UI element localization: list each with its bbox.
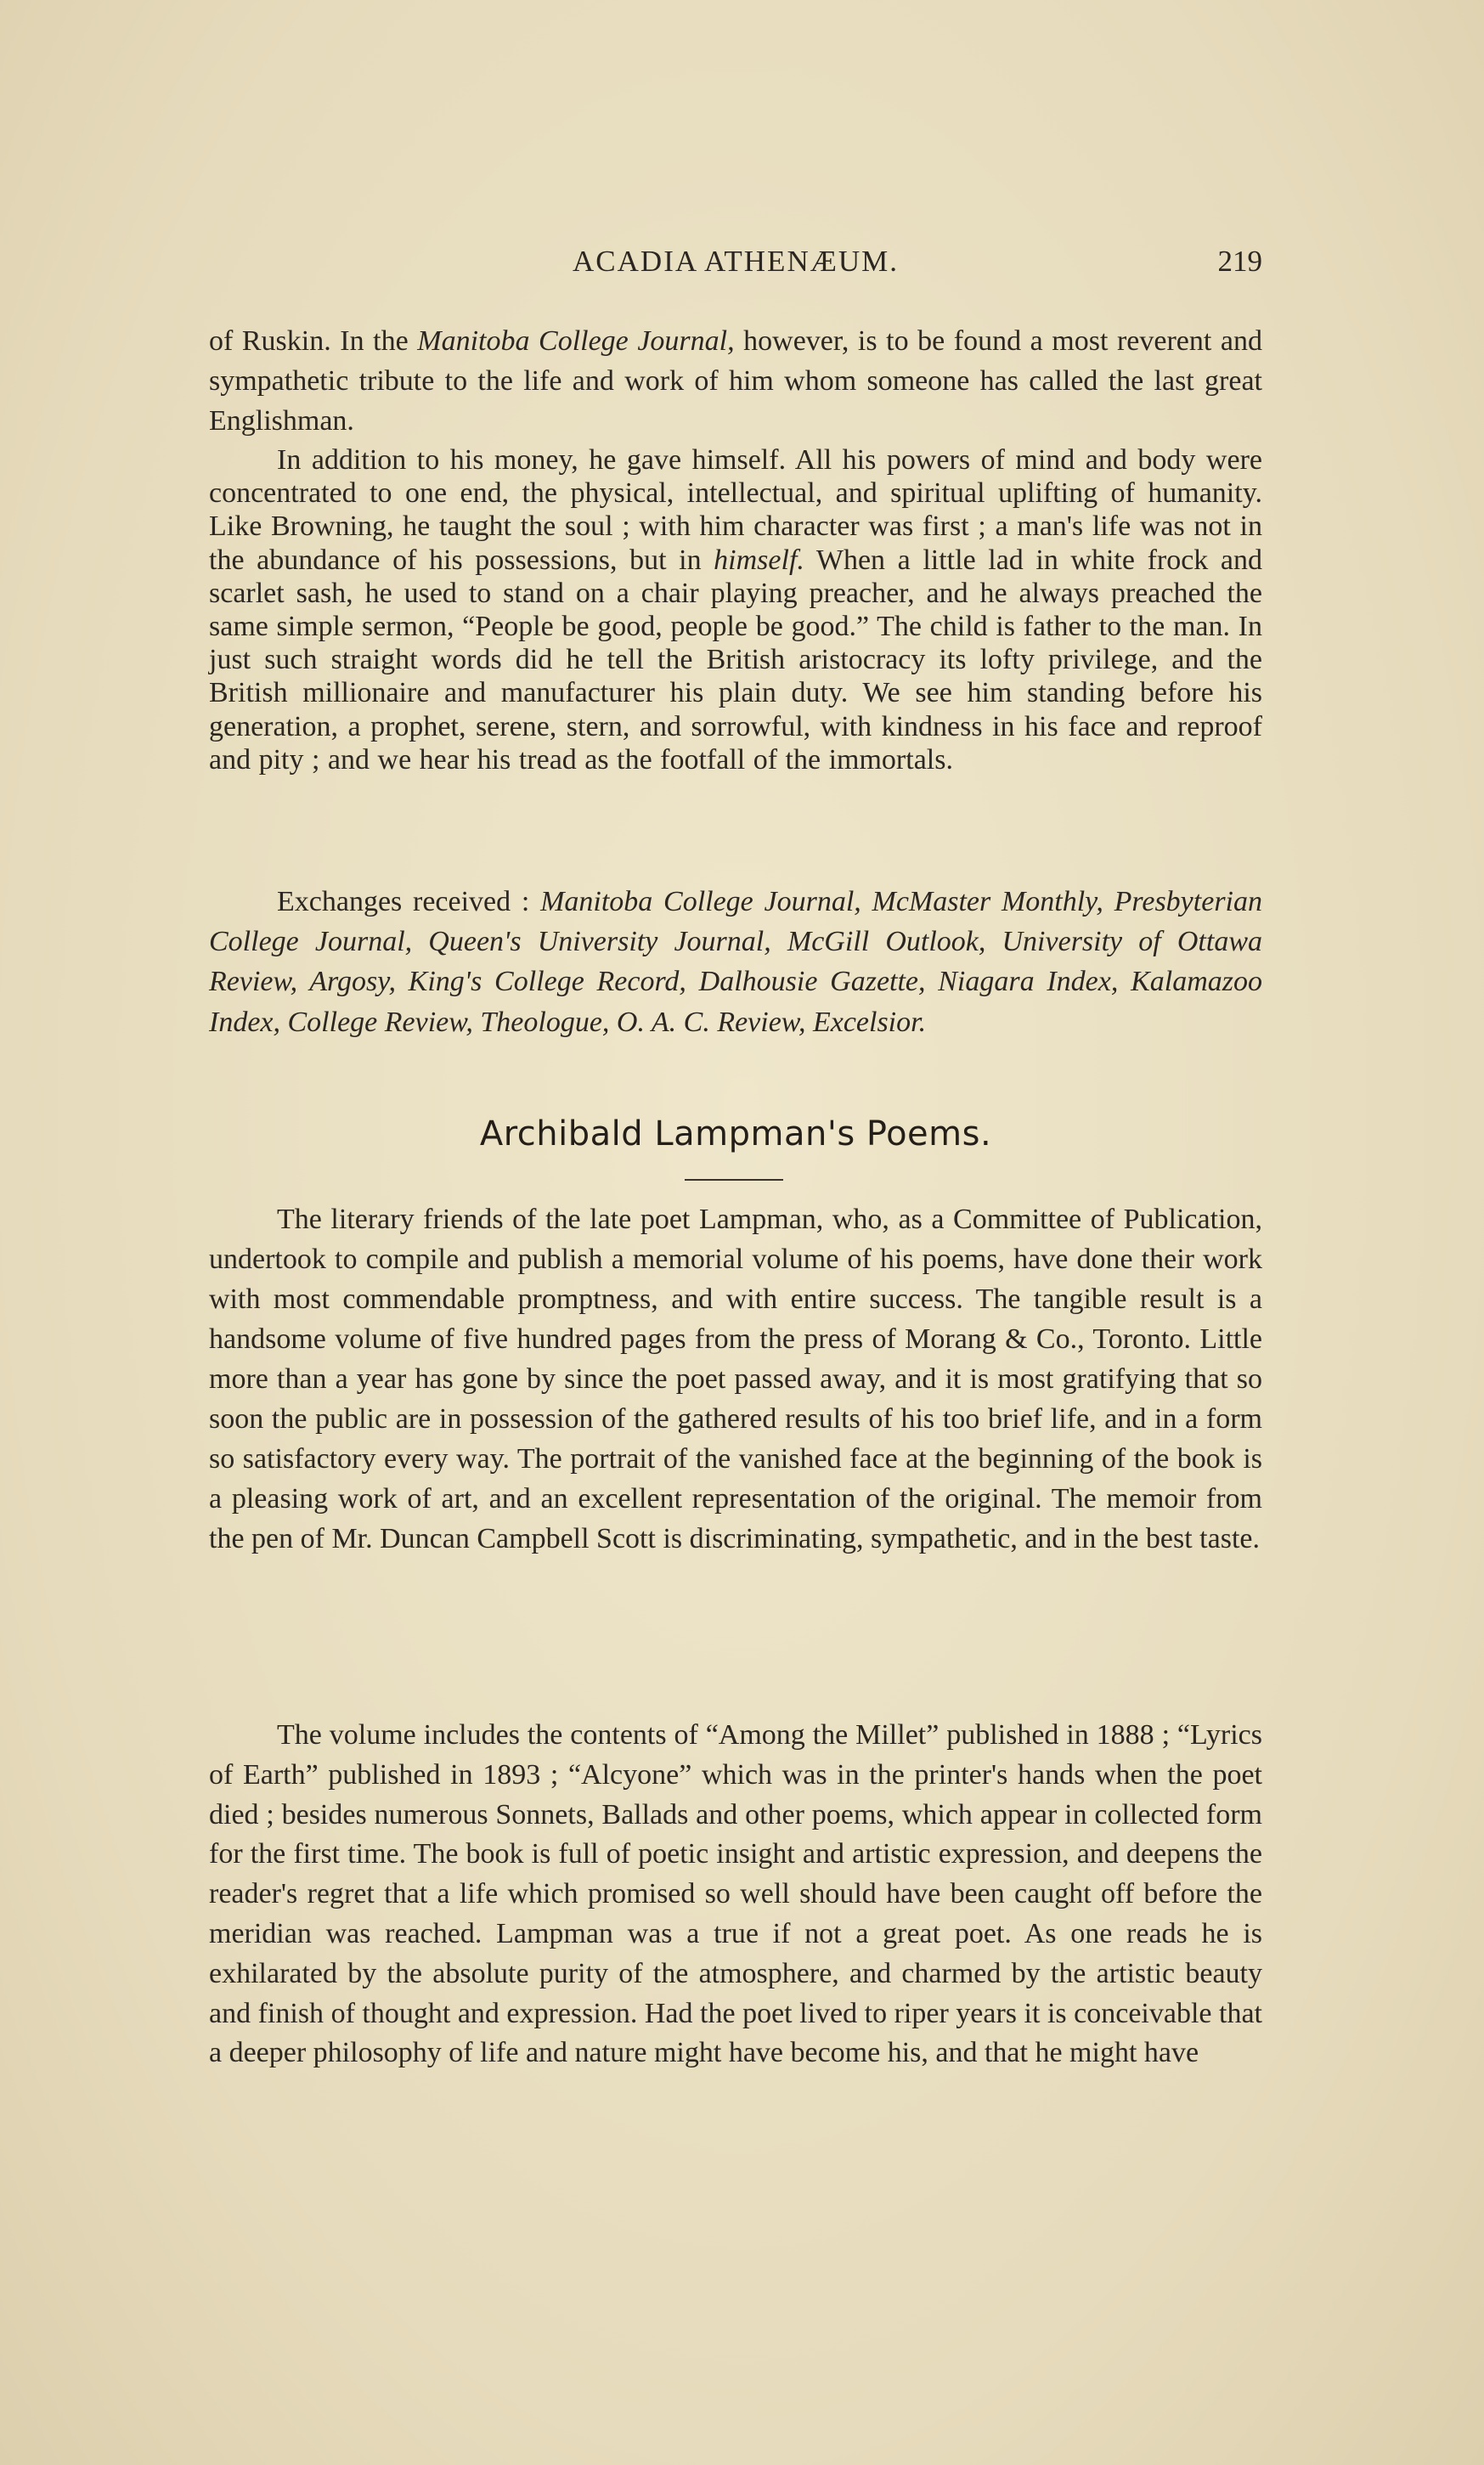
exchanges-paragraph <box>209 882 1262 1042</box>
text: When a little lad in white frock and scarlet sash, he used to stand on a chair playing preacher, and he always preached the same simple sermon, “People be good, people be good.” The child is father to the man. In just such straight words did he tell the British aristocracy its lofty privilege, and the British millionaire and manufacturer his plain duty. We see him standing before his generation, a prophet, serene, stern, and sorrowful, with kindness in his face and reproof and pity ; and we hear his tread as the footfall of the immortals. <box>209 544 1262 776</box>
lampman-paragraph-2 <box>209 1716 1262 2073</box>
paragraph <box>209 443 1262 776</box>
title-rule <box>685 1179 783 1181</box>
running-title: ACADIA ATHENÆUM. <box>573 245 899 278</box>
paragraph <box>209 882 1262 1042</box>
paragraph <box>209 321 1262 441</box>
text: of Ruskin. In the <box>209 325 418 357</box>
page-number: 219 <box>1217 245 1262 278</box>
paragraph: The volume includes the contents of “Among the Millet” published in 1888 ; “Lyrics of Earth” published in 1893 ; “Alcyone” which was in the printer's hands when the poet died ; besides numerous Sonnets, Ballads and other poems, which appear in collected form for the first time. The book is full of poetic insight and artistic expression, and deepens the reader's regret that a life which promised so well should have been caught off before the meridian was reached. Lampman was a true if not a great poet. As one reads he is exhilarated by the absolute purity of the atmosphere, and charmed by the artistic beauty and finish of thought and expression. Had the poet lived to riper years it is conceivable that a deeper philosophy of life and nature might have become his, and that he might have <box>209 1719 1262 2069</box>
emphasis: himself. <box>714 544 804 576</box>
article-title: Archibald Lampman's Poems. <box>479 1114 992 1154</box>
text: however, is to be found a most reverent and sympathetic tribute to the life and work of him whom someone has called the last great Englishman. <box>209 325 1262 437</box>
running-header <box>209 245 1262 287</box>
exchanges-lead: Exchanges received : <box>277 886 541 917</box>
text: In addition to his money, he gave himself. All his powers of mind and body were concentrated to one end, the physical, intellectual, and spiritual uplifting of humanity. Like Browning, he taught the soul ; with him character was first ; a man's life was not in the abundance of his possessions, but in <box>209 444 1262 576</box>
ruskin-paragraph-end <box>209 321 1262 441</box>
journal-title: Manitoba College Journal, <box>417 325 735 357</box>
lampman-paragraph-1 <box>209 1199 1262 1559</box>
ruskin-tribute-paragraph <box>209 443 1262 776</box>
exchanges-list: Manitoba College Journal, McMaster Monthly, Presbyterian College Journal, Queen's University Journal, McGill Outlook, University of Ottawa Review, Argosy, King's College Record, Dalhousie Gazette, Niagara Index, Kalamazoo Index, College Review, Theologue, O. A. C. Review, Excelsior. <box>209 886 1262 1038</box>
paragraph: The literary friends of the late poet Lampman, who, as a Committee of Publication, undertook to compile and publish a memorial volume of his poems, have done their work with most commendable promptness, and with entire success. The tangible result is a handsome volume of five hundred pages from the press of Morang & Co., Toronto. Little more than a year has gone by since the poet passed away, and it is most gratifying that so soon the public are in possession of the gathered results of his too brief life, and in a form so satisfactory every way. The portrait of the vanished face at the beginning of the book is a pleasing work of art, and an excellent representation of the original. The memoir from the pen of Mr. Duncan Campbell Scott is discriminating, sympathetic, and in the best taste. <box>209 1204 1262 1554</box>
